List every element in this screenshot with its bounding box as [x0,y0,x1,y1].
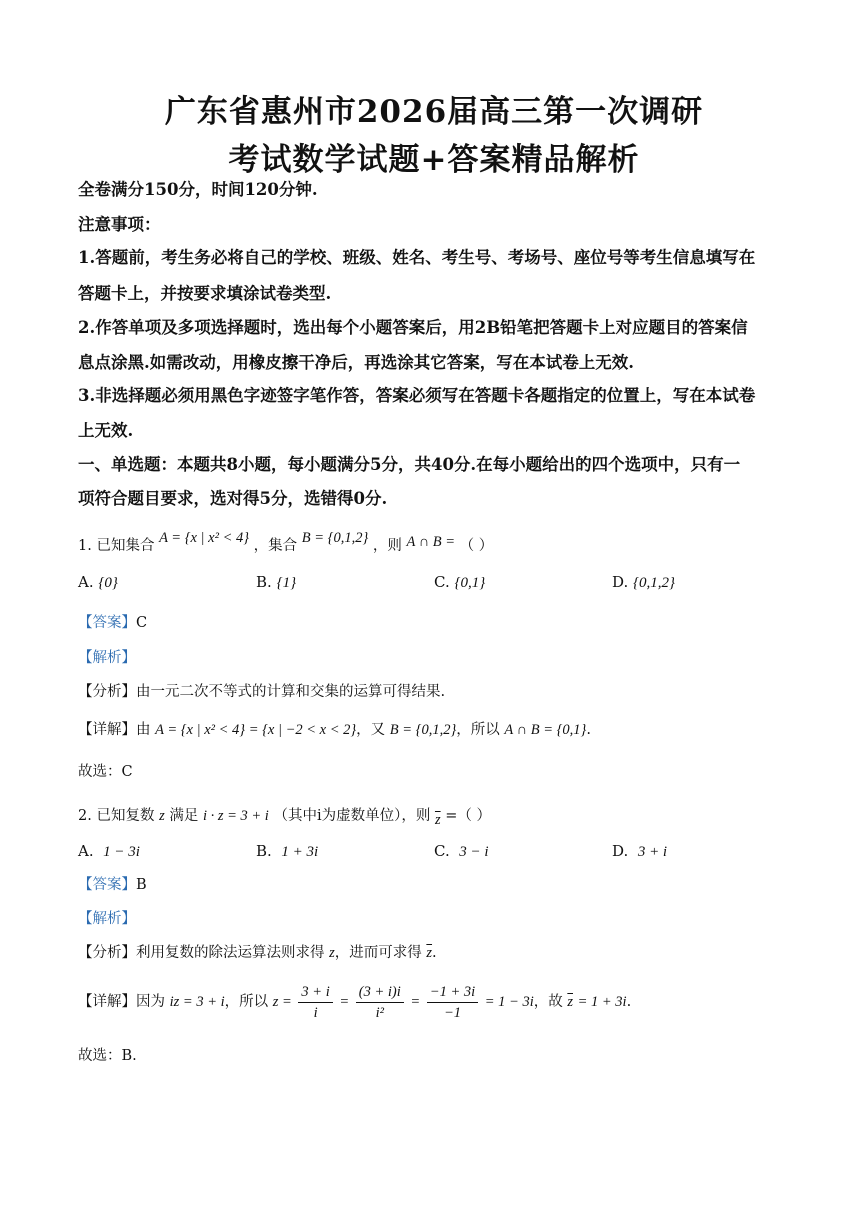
q1-stem-mid: ，集合 [253,538,298,554]
q1-detail-b: B = {0,1,2} [389,722,457,738]
q2-zbar: $\overline{z}$ [434,812,441,828]
q2-fraction-3: $\frac{-1 + 3i}{-1}$ [427,982,478,1023]
q2-option-b: B. 1 + 3i [256,842,319,860]
notice-2b: 息点涂黑.如需改动，用橡皮擦干净后，再选涂其它答案，写在本试卷上无效. [78,353,634,372]
q2-detail-eq: iz = 3 + i [169,994,225,1010]
q2-answer-tag: 【答案】 [78,877,136,893]
q2-fenxi-zbar: $\overline{z}$ [426,945,433,961]
q1-set-a: A = {x | x² < 4} [159,530,250,546]
q2-stem: 2. 已知复数 z 满足 i · z = 3 + i （其中i为虚数单位），则 $\overline{z}$ =（ ） [78,808,491,828]
notice-3a: 3.非选择题必须用黑色字迹签字笔作答，答案必须写在答题卡各题指定的位置上，写在本试卷 [78,386,756,405]
notice-heading: 注意事项： [78,215,161,234]
q1-detail-eq: A = {x | x² < 4} = {x | −2 < x < 2} [155,722,357,738]
q1-conclusion: 故选：C [78,764,133,780]
q1-detail-result: A ∩ B = {0,1} [504,722,587,738]
q1-expr: A ∩ B = [406,534,456,550]
q2-answer [78,875,794,895]
q2-eq: i · z = 3 + i [202,808,269,824]
notice-3b: 上无效. [78,421,134,440]
doc-title-line1: 广东省惠州市2026届高三第一次调研 [164,94,704,130]
score-time: 全卷满分150分，时间120分钟. [78,180,318,199]
q1-stem-tail: ，则 [372,538,402,554]
q1-detail: 【详解】由 A = {x | x² < 4} = {x | −2 < x < 2}，又 B = {0,1,2}，所以 A ∩ B = {0,1}. [78,722,591,738]
q1-stem-prefix: 1. 已知集合 [78,538,155,554]
section-heading-b: 项符合题目要求，选对得5分，选错得0分. [78,489,388,508]
notice-2a: 2.作答单项及多项选择题时，选出每个小题答案后，用2B铅笔把答题卡上对应题目的答案信 [78,318,748,337]
q2-fenxi-z: z [329,945,335,961]
q2-answer-value: B [136,877,147,893]
q1-answer-value: C [136,615,148,631]
q1-paren: （ ） [459,538,494,554]
q2-detail: 【详解】因为 iz = 3 + i，所以 z = $\frac{3 + i}{i}$ = $\frac{(3 + i)i}{\text{i²}}$ = $\frac{-1 + 3i}{-1}$ = 1 − 3i，故 $\overline{z} = 1 + 3i$. [78,983,632,1021]
q2-option-d: D. 3 + i [612,842,668,860]
q2-fenxi: 【分析】利用复数的除法运算法则求得 z，进而可求得 $\overline{z}$. [78,945,437,961]
q2-detail-result: = 1 − 3i [484,994,534,1010]
q2-option-a: A. 1 − 3i [78,842,140,860]
q1-option-a: A. {0} [78,573,118,591]
q1-answer [78,613,794,633]
q1-option-d: D. {0,1,2} [612,573,676,591]
q2-fraction-2: $\frac{(3 + i)i}{\text{i²}}$ [356,982,404,1023]
q1-fenxi-text: 由一元二次不等式的计算和交集的运算可得结果. [136,684,446,700]
section-heading-a: 一、单选题：本题共8小题，每小题满分5分，共40分.在每小题给出的四个选项中，只有一 [78,455,741,474]
q2-option-c: C. 3 − i [434,842,489,860]
q2-conclusion: 故选：B. [78,1048,137,1064]
q2-detail-zbar: $\overline{z}$ [567,994,573,1010]
q1-stem [78,530,794,556]
notice-1a: 1.答题前，考生务必将自己的学校、班级、姓名、考生号、考场号、座位号等考生信息填写在 [78,248,756,267]
q1-option-b: B. {1} [256,573,297,591]
doc-title-line2: 考试数学试题+答案精品解析 [228,142,640,178]
q2-var-z: z [159,808,165,824]
notice-1b: 答题卡上，并按要求填涂试卷类型. [78,284,332,303]
q1-answer-tag: 【答案】 [78,615,136,631]
q2-analysis-tag: 【解析】 [78,911,136,927]
q1-option-c: C. {0,1} [434,573,486,591]
q2-fraction-1: $\frac{3 + i}{i}$ [298,982,332,1023]
q1-fenxi [78,682,794,702]
q1-set-b: B = {0,1,2} [301,530,369,546]
q1-analysis-tag: 【解析】 [78,650,136,666]
q1-detail-tag: 【详解】 [78,722,136,738]
q1-fenxi-tag: 【分析】 [78,684,136,700]
